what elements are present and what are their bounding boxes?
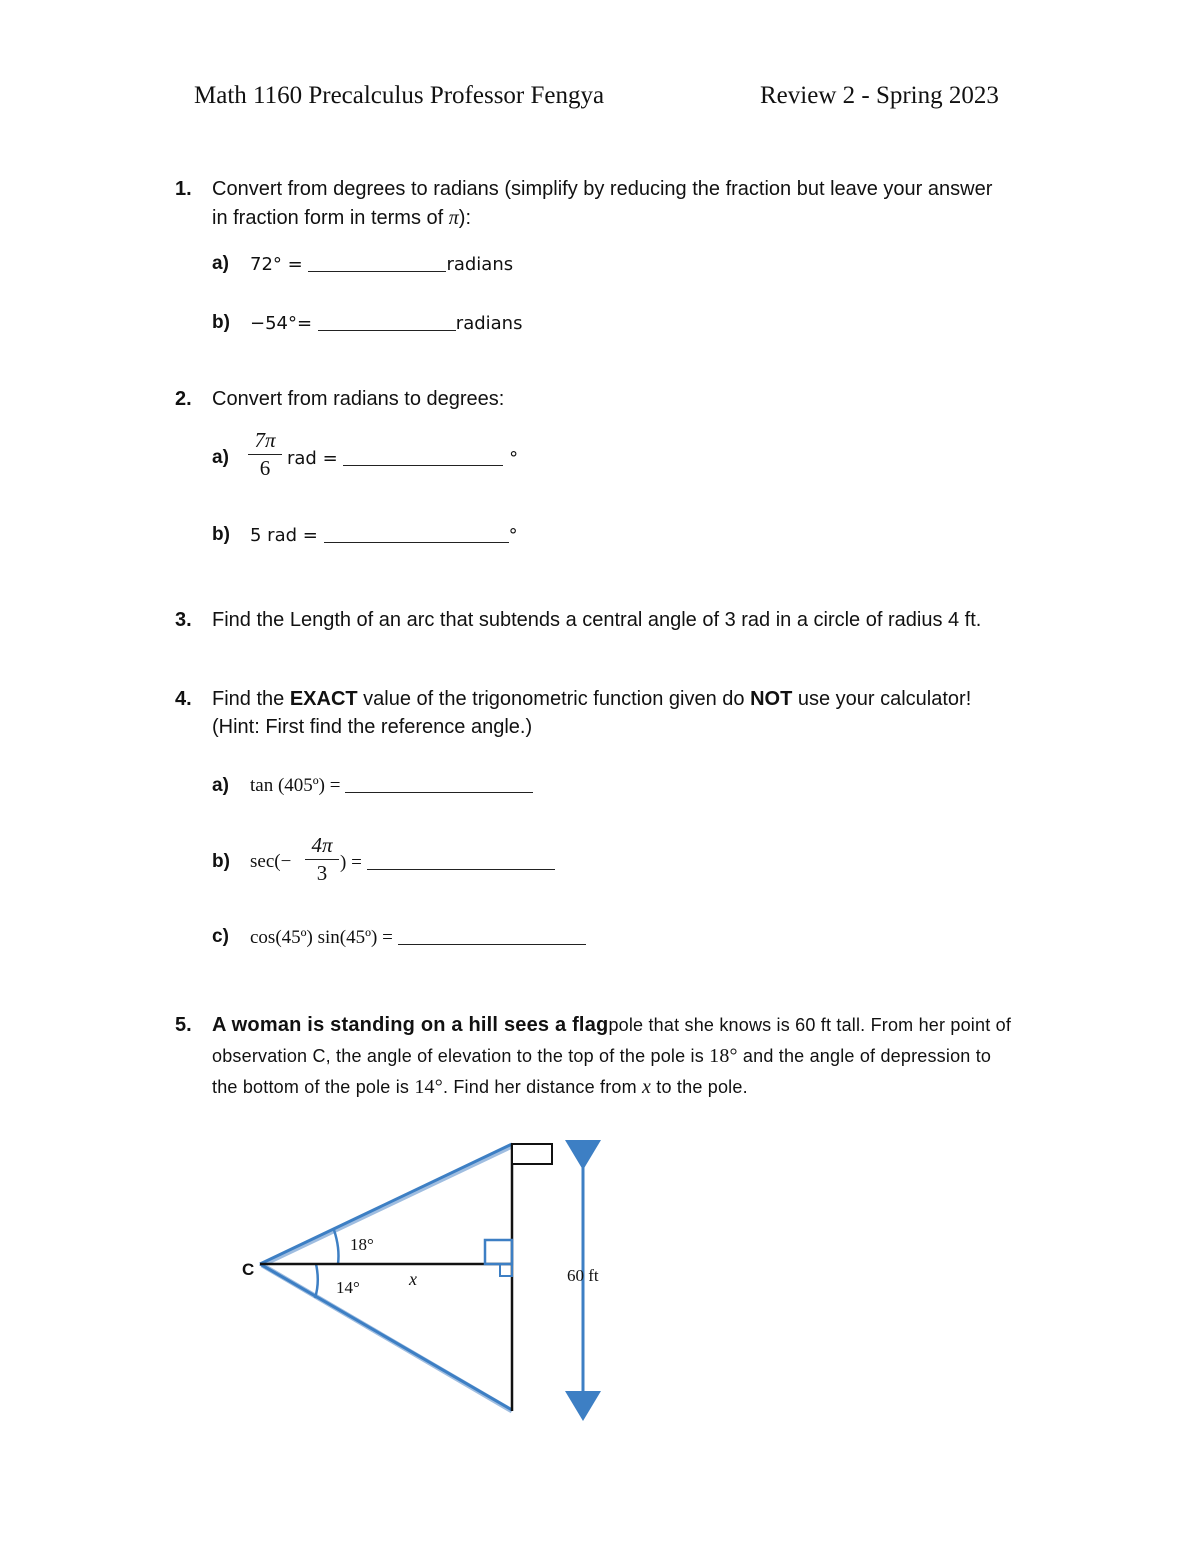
q4-number: 4.: [175, 688, 192, 710]
q1b-item: −54°= radians: [250, 313, 523, 334]
flagpole-diagram: [230, 1130, 650, 1430]
q2a-label: a): [212, 447, 229, 468]
header-left: Math 1160 Precalculus Professor Fengya: [194, 82, 605, 109]
flag: [512, 1144, 552, 1164]
q4c-label: c): [212, 926, 229, 947]
q1a-answer-blank[interactable]: [308, 253, 446, 272]
q5-text-line3: the bottom of the pole is 14°. Find her distance from x to the pole.: [212, 1076, 748, 1098]
q4-text-line1: Find the EXACT value of the trigonometric function given do NOT use your calculator!: [212, 688, 972, 710]
q5-text-line1: A woman is standing on a hill sees a flagpole that she knows is 60 ft tall. From her point of: [212, 1014, 1012, 1036]
angle-18-label: 18°: [350, 1235, 374, 1254]
line-of-sight-top: [260, 1144, 512, 1264]
q4b-answer-blank[interactable]: [367, 851, 555, 870]
q4b-item: ) =: [340, 851, 555, 874]
angle-arc-18: [334, 1230, 339, 1264]
q1a-label: a): [212, 253, 229, 274]
angle-arc-14: [315, 1264, 318, 1298]
q2-text: Convert from radians to degrees:: [212, 388, 505, 410]
q1a-item: 72° = radians: [250, 254, 514, 275]
q4b-fraction: 4π 3: [305, 833, 339, 886]
q4b-prefix: sec(−: [250, 851, 292, 872]
x-label: x: [409, 1269, 417, 1289]
q4b-label: b): [212, 851, 230, 872]
q4-text-line2: (Hint: First find the reference angle.): [212, 716, 533, 738]
q4c-item: cos(45º) sin(45º) =: [250, 926, 586, 949]
q2a-item: rad = °: [287, 448, 519, 469]
q1-number: 1.: [175, 178, 192, 200]
q3-text: Find the Length of an arc that subtends a central angle of 3 rad in a circle of radius 4 ft.: [212, 609, 982, 631]
q1-text-line2: in fraction form in terms of π):: [212, 207, 471, 229]
q5-text-line2: observation C, the angle of elevation to the top of the pole is 18° and the angle of depression to: [212, 1045, 992, 1067]
q2-number: 2.: [175, 388, 192, 410]
q2a-fraction: 7π 6: [248, 428, 282, 481]
line-of-sight-bottom: [260, 1264, 512, 1410]
q4a-label: a): [212, 775, 229, 796]
height-label: 60 ft: [567, 1266, 599, 1285]
point-c-label: C: [242, 1260, 255, 1279]
q3-number: 3.: [175, 609, 192, 631]
q2b-answer-blank[interactable]: [324, 524, 509, 543]
q2b-item: 5 rad = °: [250, 525, 518, 546]
header-right: Review 2 - Spring 2023: [760, 82, 999, 109]
q4c-answer-blank[interactable]: [398, 926, 586, 945]
q2b-label: b): [212, 524, 230, 545]
q1b-answer-blank[interactable]: [318, 312, 456, 331]
q4a-answer-blank[interactable]: [345, 774, 533, 793]
q1b-label: b): [212, 312, 230, 333]
shadow-upper: [262, 1146, 512, 1265]
q2a-answer-blank[interactable]: [343, 447, 503, 466]
q1-text-line1: Convert from degrees to radians (simplify by reducing the fraction but leave your answer: [212, 178, 993, 200]
q4a-item: tan (405º) =: [250, 774, 533, 797]
right-angle-lower: [500, 1264, 512, 1276]
angle-14-label: 14°: [336, 1278, 360, 1297]
q5-number: 5.: [175, 1014, 192, 1036]
right-angle-upper: [485, 1240, 512, 1264]
